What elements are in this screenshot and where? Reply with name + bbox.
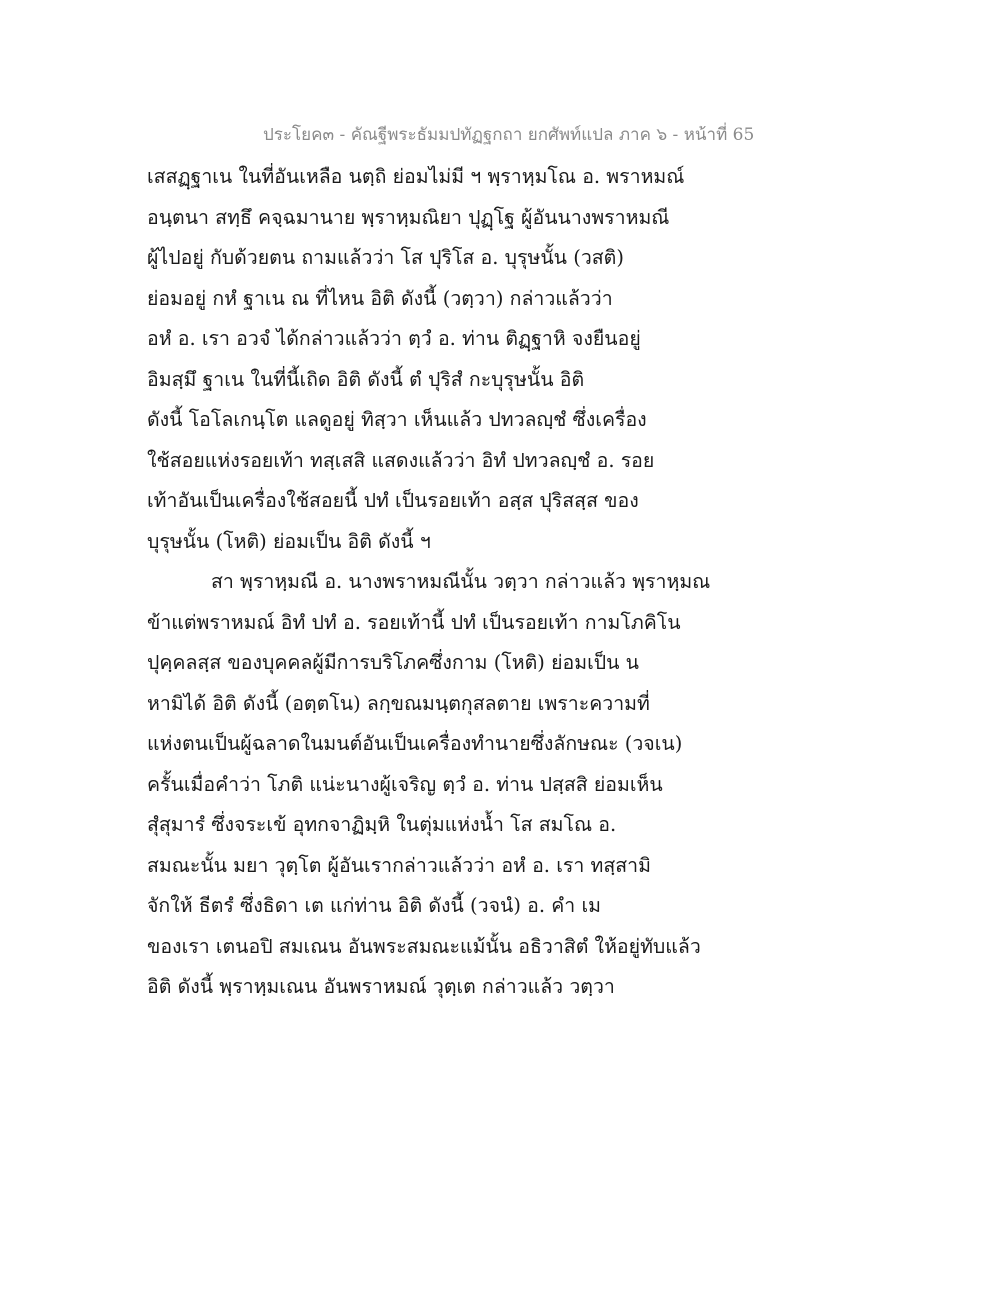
text-line: ดังนี้ โอโลเกนฺโต แลดูอยู่ ทิสฺวา เห็นแล้ว ปทวลญฺชํ ซึ่งเครื่อง (147, 408, 647, 431)
page-body (147, 157, 747, 1008)
text-line: สุํสุมารํ ซึ่งจระเข้ อุทกจาฏิมฺหิ ในตุ่มแห่งน้ำ โส สมโณ อ. (147, 813, 617, 836)
running-title: ประโยค๓ - คัณฐีพระธัมมปทัฏฐกถา ยกศัพท์แปล ภาค ๖ - หน้าที่ 65 (263, 125, 755, 145)
text-line: ปุคฺคลสฺส ของบุคคลผู้มีการบริโภคซึ่งกาม (โหติ) ย่อมเป็น น (147, 651, 639, 674)
text-line: เท้าอันเป็นเครื่องใช้สอยนี้ ปทํ เป็นรอยเท้า อสฺส ปุริสสฺส ของ (147, 489, 639, 512)
text-line: อนฺตนา สทฺธึ คจฺฉมานาย พฺราหฺมณิยา ปุฏฺโฐ ผู้อันนางพราหมณี (147, 205, 670, 229)
text-line: ครั้นเมื่อคำว่า โภติ แน่ะนางผู้เจริญ ตฺวํ อ. ท่าน ปสฺสสิ ย่อมเห็น (147, 772, 663, 796)
text-line: อิมสฺมึ ฐาเน ในที่นี้เถิด อิติ ดังนี้ ตํ ปุริสํ กะบุรุษนั้น อิติ (147, 367, 585, 391)
text-line: อิติ ดังนี้ พฺราหฺมเณน อันพราหมณ์ วุตฺเต กล่าวแล้ว วตฺวา (147, 975, 615, 998)
text-line: ของเรา เตนอปิ สมเณน อันพระสมณะแม้นั้น อธิวาสิตํ ให้อยู่ทับแล้ว (147, 934, 701, 958)
text-line: ข้าแต่พราหมณ์ อิทํ ปทํ อ. รอยเท้านี้ ปทํ เป็นรอยเท้า กามโภคิโน (147, 610, 681, 634)
text-line: ย่อมอยู่ กหํ ฐาเน ณ ที่ไหน อิติ ดังนี้ (วตฺวา) กล่าวแล้วว่า (147, 286, 613, 310)
text-line: เสสฏฺฐาเน ในที่อันเหลือ นตฺถิ ย่อมไม่มี ฯ พฺราหฺมโณ อ. พราหมณ์ (147, 165, 685, 188)
text-line: ใช้สอยแห่งรอยเท้า ทสฺเสสิ แสดงแล้วว่า อิทํ ปทวลญฺชํ อ. รอย (147, 448, 655, 472)
paragraph-start-line: สา พฺราหฺมณี อ. นางพราหมณีนั้น วตฺวา กล่าวแล้ว พฺราหฺมณ (211, 570, 711, 593)
text-line: อหํ อ. เรา อวจํ ได้กล่าวแล้วว่า ตฺวํ อ. ท่าน ติฏฺฐาหิ จงยืนอยู่ (147, 327, 641, 350)
text-line: สมณะนั้น มยา วุตฺโต ผู้อันเรากล่าวแล้วว่า อหํ อ. เรา ทสฺสามิ (147, 853, 651, 877)
text-line: หามิได้ อิติ ดังนี้ (อตฺตโน) ลกฺขณมนฺตกุสลตาย เพราะความที่ (147, 691, 650, 715)
text-line: แห่งตนเป็นผู้ฉลาดในมนต์อันเป็นเครื่องทำนายซึ่งลักษณะ (วจเน) (147, 732, 683, 755)
text-line: บุรุษนั้น (โหติ) ย่อมเป็น อิติ ดังนี้ ฯ (147, 529, 431, 553)
text-line: จักให้ ธีตรํ ซึ่งธิดา เต แก่ท่าน อิติ ดังนี้ (วจนํ) อ. คำ เม (147, 894, 601, 917)
text-line: ผู้ไปอยู่ กับด้วยตน ถามแล้วว่า โส ปุริโส อ. บุรุษนั้น (วสติ) (147, 246, 624, 269)
